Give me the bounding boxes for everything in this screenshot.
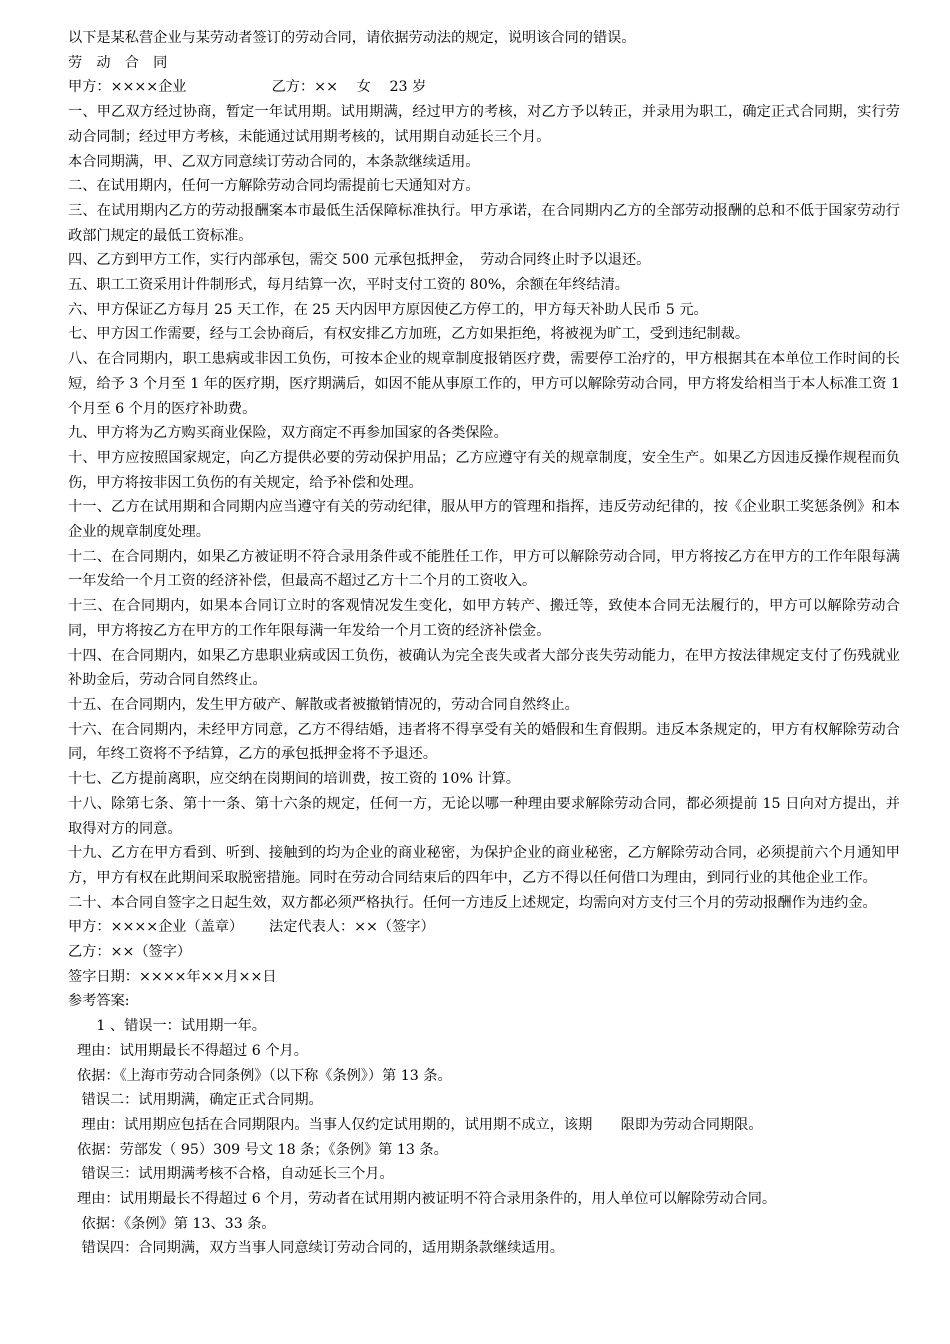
parties-line: 甲方：××××企业 乙方：×× 女 23 岁 [68, 79, 427, 96]
clause-7: 七、甲方因工作需要，经与工会协商后，有权安排乙方加班，乙方如果拒绝，将被视为旷工，受到违纪制裁。 [68, 326, 750, 343]
question-text: 以下是某私营企业与某劳动者签订的劳动合同，请依据劳动法的规定，说明该合同的错误。 [68, 30, 636, 46]
contract-title: 劳 动 合 同 [68, 54, 168, 71]
clause-17: 十七、乙方提前离职，应交纳在岗期间的培训费，按工资的 10% 计算。 [68, 771, 520, 788]
answer-line: 依据：《上海市劳动合同条例》（以下称《条例》）第 13 条。 [68, 1067, 452, 1084]
clause-3: 三、在试用期内乙方的劳动报酬案本市最低生活保障标准执行。甲方承诺，在合同期内乙方的全部劳动报酬的总和不低于国家劳动行政部门规定的最低工资标准。 [68, 202, 900, 244]
answer-line: 错误二：试用期满，确定正式合同期。 [68, 1092, 323, 1109]
signature-party-a: 甲方：××××企业（盖章） 法定代表人：××（签字） [68, 919, 435, 936]
clause-16: 十六、在合同期内，未经甲方同意，乙方不得结婚，违者将不得享受有关的婚假和生育假期。违反本条规定的，甲方有权解除劳动合同，年终工资将不予结算，乙方的承包抵押金将不予退还。 [68, 721, 900, 763]
clause-14: 十四、在合同期内，如果乙方患职业病或因工负伤，被确认为完全丧失或者大部分丧失劳动能力，在甲方按法律规定支付了伤残就业补助金后，劳动合同自然终止。 [68, 647, 900, 689]
answer-line: 依据：《条例》第 13、33 条。 [68, 1215, 276, 1232]
answer-heading: 参考答案: [68, 993, 130, 1010]
signature-date: 签字日期：××××年××月××日 [68, 968, 277, 985]
clause-8: 八、在合同期内，职工患病或非因工负伤，可按本企业的规章制度报销医疗费，需要停工治疗的，甲方根据其在本单位工作时间的长短，给予 3 个月至 1 年的医疗期，医疗期满后，如因不能从事原工作的，甲方可以解除劳动合同，甲方将发给相当于本人标准工资 1 个月至 6 个月的医疗补助费。 [68, 351, 900, 417]
answer-line: 1 、错误一：试用期一年。 [68, 1018, 266, 1035]
clause-20: 二十、本合同自签字之日起生效，双方都必须严格执行。任何一方违反上述规定，均需向对方支付三个月的劳动报酬作为违约金。 [68, 894, 877, 911]
clause-6: 六、甲方保证乙方每月 25 天工作，在 25 天内因甲方原因使乙方停工的，甲方每天补助人民币 5 元。 [68, 301, 708, 318]
clause-9: 九、甲方将为乙方购买商业保险，双方商定不再参加国家的各类保险。 [68, 425, 508, 442]
clause-15: 十五、在合同期内，发生甲方破产、解散或者被撤销情况的，劳动合同自然终止。 [68, 696, 579, 713]
answer-line: 理由：试用期最长不得超过 6 个月，劳动者在试用期内被证明不符合录用条件的，用人单位可以解除劳动合同。 [68, 1191, 777, 1208]
clause-18: 十八、除第七条、第十一条、第十六条的规定，任何一方，无论以哪一种理由要求解除劳动合同，都必须提前 15 日向对方提出，并取得对方的同意。 [68, 795, 900, 837]
answer-line: 理由：试用期最长不得超过 6 个月。 [68, 1042, 308, 1059]
clause-12: 十二、在合同期内，如果乙方被证明不符合录用条件或不能胜任工作，甲方可以解除劳动合同，甲方将按乙方在甲方的工作年限每满一年发给一个月工资的经济补偿，但最高不超过乙方十二个月的工资收入。 [68, 548, 900, 590]
signature-block [68, 915, 900, 989]
signature-party-b: 乙方：××（签字） [68, 944, 192, 961]
clause-5: 五、职工工资采用计件制形式，每月结算一次，平时支付工资的 80%，余额在年终结清。 [68, 277, 629, 294]
answer-line: 依据：劳部发（ 95）309 号文 18 条；《条例》第 13 条。 [68, 1141, 448, 1158]
clause-2: 二、在试用期内，任何一方解除劳动合同均需提前七天通知对方。 [68, 178, 480, 195]
answer-line: 理由：试用期应包括在合同期限内。当事人仅约定试用期的，试用期不成立，该期 限即为劳动合同期限。 [68, 1116, 763, 1133]
answer-line: 错误四：合同期满，双方当事人同意续订劳动合同的，适用期条款继续适用。 [68, 1240, 564, 1257]
clause-4: 四、乙方到甲方工作，实行内部承包，需交 500 元承包抵押金， 劳动合同终止时予以退还。 [68, 252, 651, 269]
clause-11: 十一、乙方在试用期和合同期内应当遵守有关的劳动纪律，服从甲方的管理和指挥，违反劳动纪律的，按《企业职工奖惩条例》和本企业的规章制度处理。 [68, 499, 900, 541]
contract-clauses [68, 100, 900, 915]
clause-19: 十九、乙方在甲方看到、听到、接触到的均为企业的商业秘密，为保护企业的商业秘密，乙方解除劳动合同，必须提前六个月通知甲方，甲方有权在此期间采取脱密措施。同时在劳动合同结束后的四年中，乙方不得以任何借口为理由，到同行业的其他企业工作。 [68, 845, 900, 886]
clause-1-renewal: 本合同期满，甲、乙双方同意续订劳动合同的，本条款继续适用。 [68, 153, 480, 170]
answer-section [68, 1014, 900, 1261]
clause-1: 一、甲乙双方经过协商，暂定一年试用期。试用期满，经过甲方的考核，对乙方予以转正，并录用为职工，确定正式合同期，实行劳动合同制；经过甲方考核，未能通过试用期考核的，试用期自动延长三个月。 [68, 104, 900, 145]
clause-10: 十、甲方应按照国家规定，向乙方提供必要的劳动保护用品；乙方应遵守有关的规章制度，安全生产。如果乙方因违反操作规程而负伤，甲方将按非因工负伤的有关规定，给予补偿和处理。 [68, 449, 900, 491]
clause-13: 十三、在合同期内，如果本合同订立时的客观情况发生变化，如甲方转产、搬迁等，致使本合同无法履行的，甲方可以解除劳动合同，甲方将按乙方在甲方的工作年限每满一年发给一个月工资的经济补偿金。 [68, 598, 900, 639]
answer-line: 错误三：试用期满考核不合格，自动延长三个月。 [68, 1166, 394, 1183]
